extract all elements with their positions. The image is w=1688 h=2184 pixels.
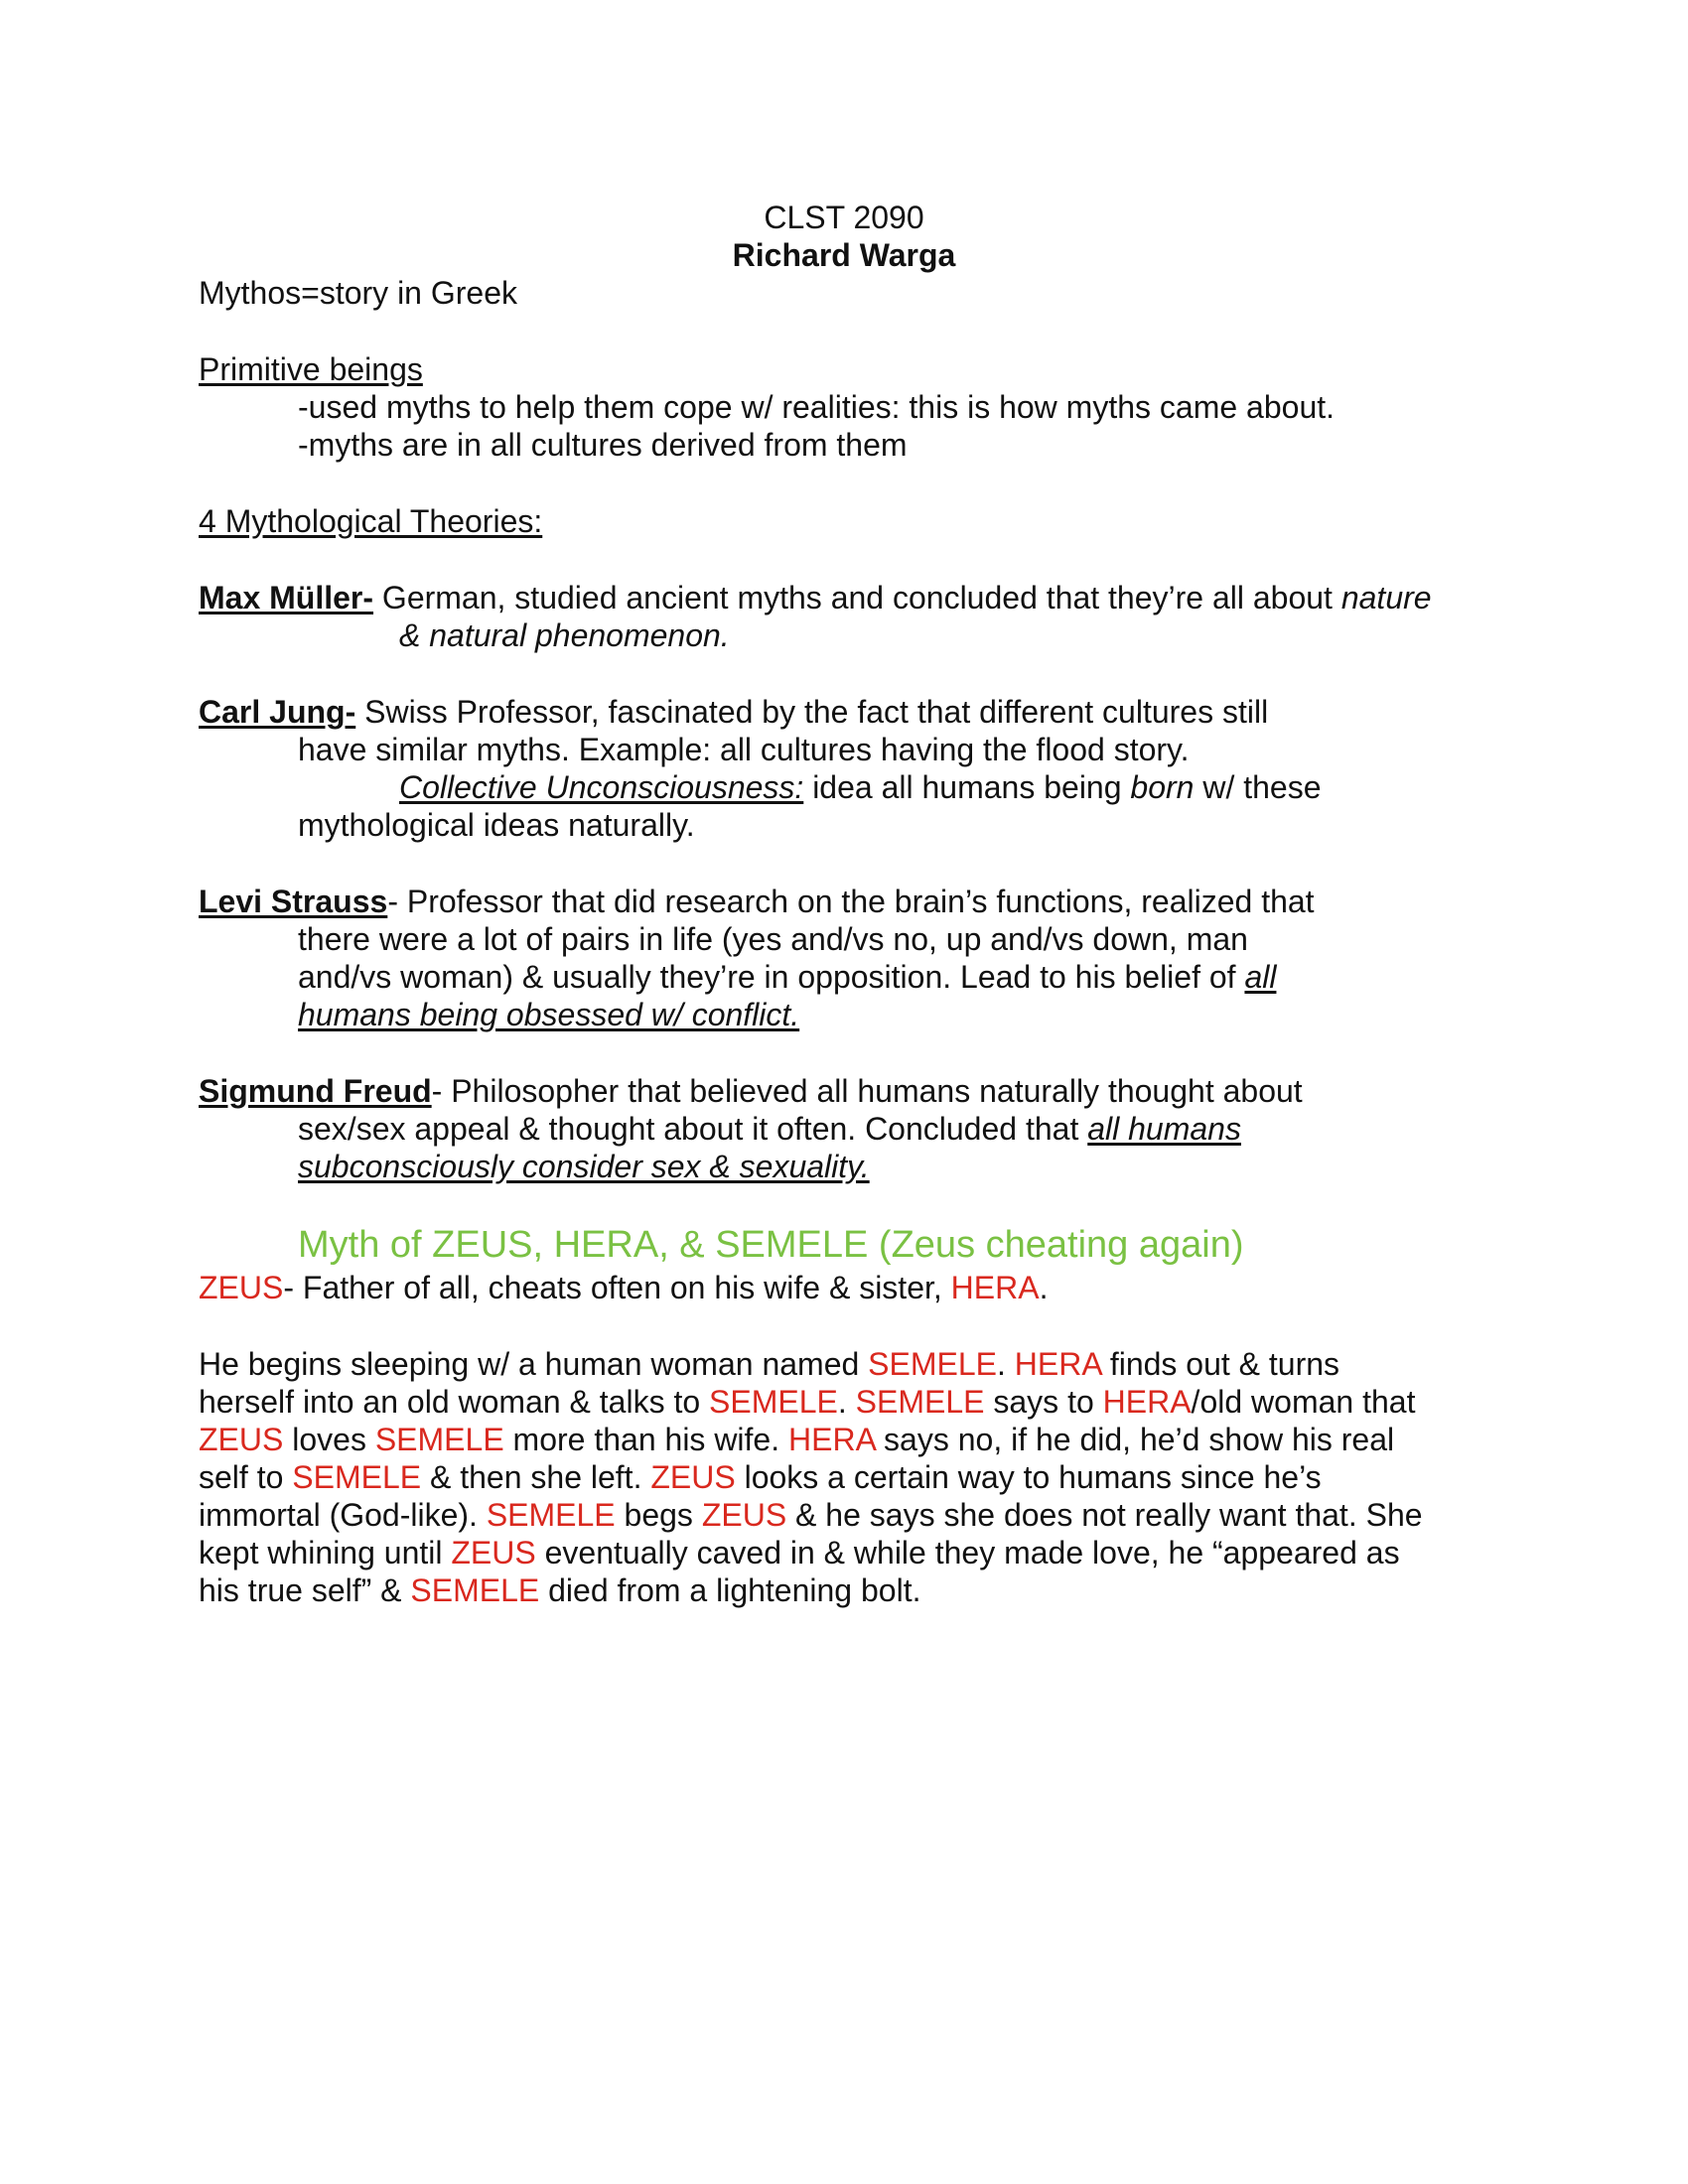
story-text: He begins sleeping w/ a human woman named — [199, 1346, 869, 1382]
story-text: & he says she does not really want that. She — [786, 1497, 1423, 1533]
story-text: & then she left. — [421, 1459, 651, 1495]
zeus-name: ZEUS — [199, 1270, 284, 1305]
story-text: herself into an old woman & talks to — [199, 1384, 710, 1420]
course-code: CLST 2090 — [764, 200, 924, 235]
jung-line-2: have similar myths. Example: all cultures having the flood story. — [298, 732, 1190, 767]
hera-name: HERA — [950, 1270, 1040, 1305]
hera-name: HERA — [1014, 1346, 1101, 1382]
story-text: more than his wife. — [503, 1422, 788, 1457]
strauss-text-1: - Professor that did research on the brain’s functions, realized that — [387, 884, 1315, 919]
strauss-text-3: and/vs woman) & usually they’re in opposition. Lead to his belief of — [298, 959, 1245, 995]
jung-text-1: Swiss Professor, fascinated by the fact that different cultures still — [355, 694, 1269, 730]
jung-line-4: mythological ideas naturally. — [298, 807, 695, 843]
freud-text-2: sex/sex appeal & thought about it often. Concluded that — [298, 1111, 1088, 1147]
story-line-4 — [199, 1458, 1322, 1496]
story-line-7 — [199, 1571, 920, 1609]
muller-text: German, studied ancient myths and concluded that they’re all about — [373, 580, 1341, 615]
zeus-name: ZEUS — [451, 1535, 536, 1570]
strauss-line-3 — [298, 958, 1276, 996]
jung-text-3a: idea all humans being — [803, 769, 1131, 805]
jung-born: born — [1130, 769, 1195, 805]
hera-name: HERA — [788, 1422, 876, 1457]
freud-text-1: - Philosopher that believed all humans naturally thought about — [431, 1073, 1303, 1109]
story-text: finds out & turns — [1100, 1346, 1340, 1382]
semele-name: SEMELE — [292, 1459, 422, 1495]
intro-line: Mythos=story in Greek — [199, 275, 517, 311]
freud-term-1: all humans — [1087, 1111, 1241, 1147]
muller-line-1 — [199, 579, 1432, 616]
jung-line-1 — [199, 693, 1268, 731]
strauss-line-1 — [199, 883, 1315, 920]
semele-name: SEMELE — [855, 1384, 985, 1420]
freud-line-1 — [199, 1072, 1303, 1110]
semele-name: SEMELE — [374, 1422, 504, 1457]
zeus-name: ZEUS — [701, 1497, 787, 1533]
myth-title: Myth of ZEUS, HERA, & SEMELE (Zeus cheating again) — [298, 1224, 1244, 1266]
story-text: eventually caved in & while they made love, he “appeared as — [535, 1535, 1400, 1570]
muller-nature: nature — [1340, 580, 1432, 615]
strauss-line-4: humans being obsessed w/ conflict. — [298, 997, 800, 1032]
story-text: says to — [984, 1384, 1103, 1420]
story-text: died from a lightening bolt. — [539, 1572, 921, 1608]
zeus-desc-text: - Father of all, cheats often on his wife & sister, — [283, 1270, 951, 1305]
theories-heading: 4 Mythological Theories: — [199, 503, 543, 539]
story-line-5 — [199, 1496, 1423, 1534]
freud-name: Sigmund Freud — [199, 1073, 432, 1109]
story-text: /old woman that — [1191, 1384, 1416, 1420]
semele-name: SEMELE — [868, 1346, 997, 1382]
hera-name: HERA — [1102, 1384, 1192, 1420]
story-line-1 — [199, 1345, 1339, 1383]
primitive-line-1: -used myths to help them cope w/ realities: this is how myths came about. — [298, 389, 1336, 425]
period: . — [997, 1346, 1006, 1382]
story-text: says no, if he did, he’d show his real — [875, 1422, 1395, 1457]
period: . — [837, 1384, 847, 1420]
story-line-3 — [199, 1421, 1394, 1458]
zeus-name: ZEUS — [199, 1422, 284, 1457]
freud-line-3: subconsciously consider sex & sexuality. — [298, 1149, 870, 1184]
strauss-line-2: there were a lot of pairs in life (yes and/vs no, up and/vs down, man — [298, 921, 1248, 957]
strauss-term-1: all — [1244, 959, 1277, 995]
story-text: self to — [199, 1459, 293, 1495]
zeus-name: ZEUS — [650, 1459, 736, 1495]
muller-name: Max Müller- — [199, 580, 374, 615]
story-text: his true self” & — [199, 1572, 411, 1608]
muller-line-2: & natural phenomenon. — [399, 617, 730, 653]
story-text: looks a certain way to humans since he’s — [735, 1459, 1322, 1495]
primitive-heading: Primitive beings — [199, 351, 423, 387]
zeus-description — [199, 1269, 1048, 1306]
story-text: kept whining until — [199, 1535, 452, 1570]
collective-unconsciousness-term: Collective Unconsciousness: — [399, 769, 804, 805]
author-name: Richard Warga — [732, 237, 956, 273]
story-line-2 — [199, 1383, 1415, 1421]
story-text: immortal (God-like). — [199, 1497, 487, 1533]
semele-name: SEMELE — [486, 1497, 616, 1533]
jung-line-3 — [399, 768, 1322, 806]
story-text: loves — [283, 1422, 375, 1457]
jung-name: Carl Jung- — [199, 694, 356, 730]
story-line-6 — [199, 1534, 1400, 1571]
jung-text-3b: w/ these — [1194, 769, 1322, 805]
semele-name: SEMELE — [709, 1384, 838, 1420]
primitive-line-2: -myths are in all cultures derived from them — [298, 427, 908, 463]
period: . — [1039, 1270, 1049, 1305]
strauss-name: Levi Strauss — [199, 884, 388, 919]
story-text: begs — [615, 1497, 702, 1533]
semele-name: SEMELE — [410, 1572, 540, 1608]
freud-line-2 — [298, 1110, 1241, 1148]
